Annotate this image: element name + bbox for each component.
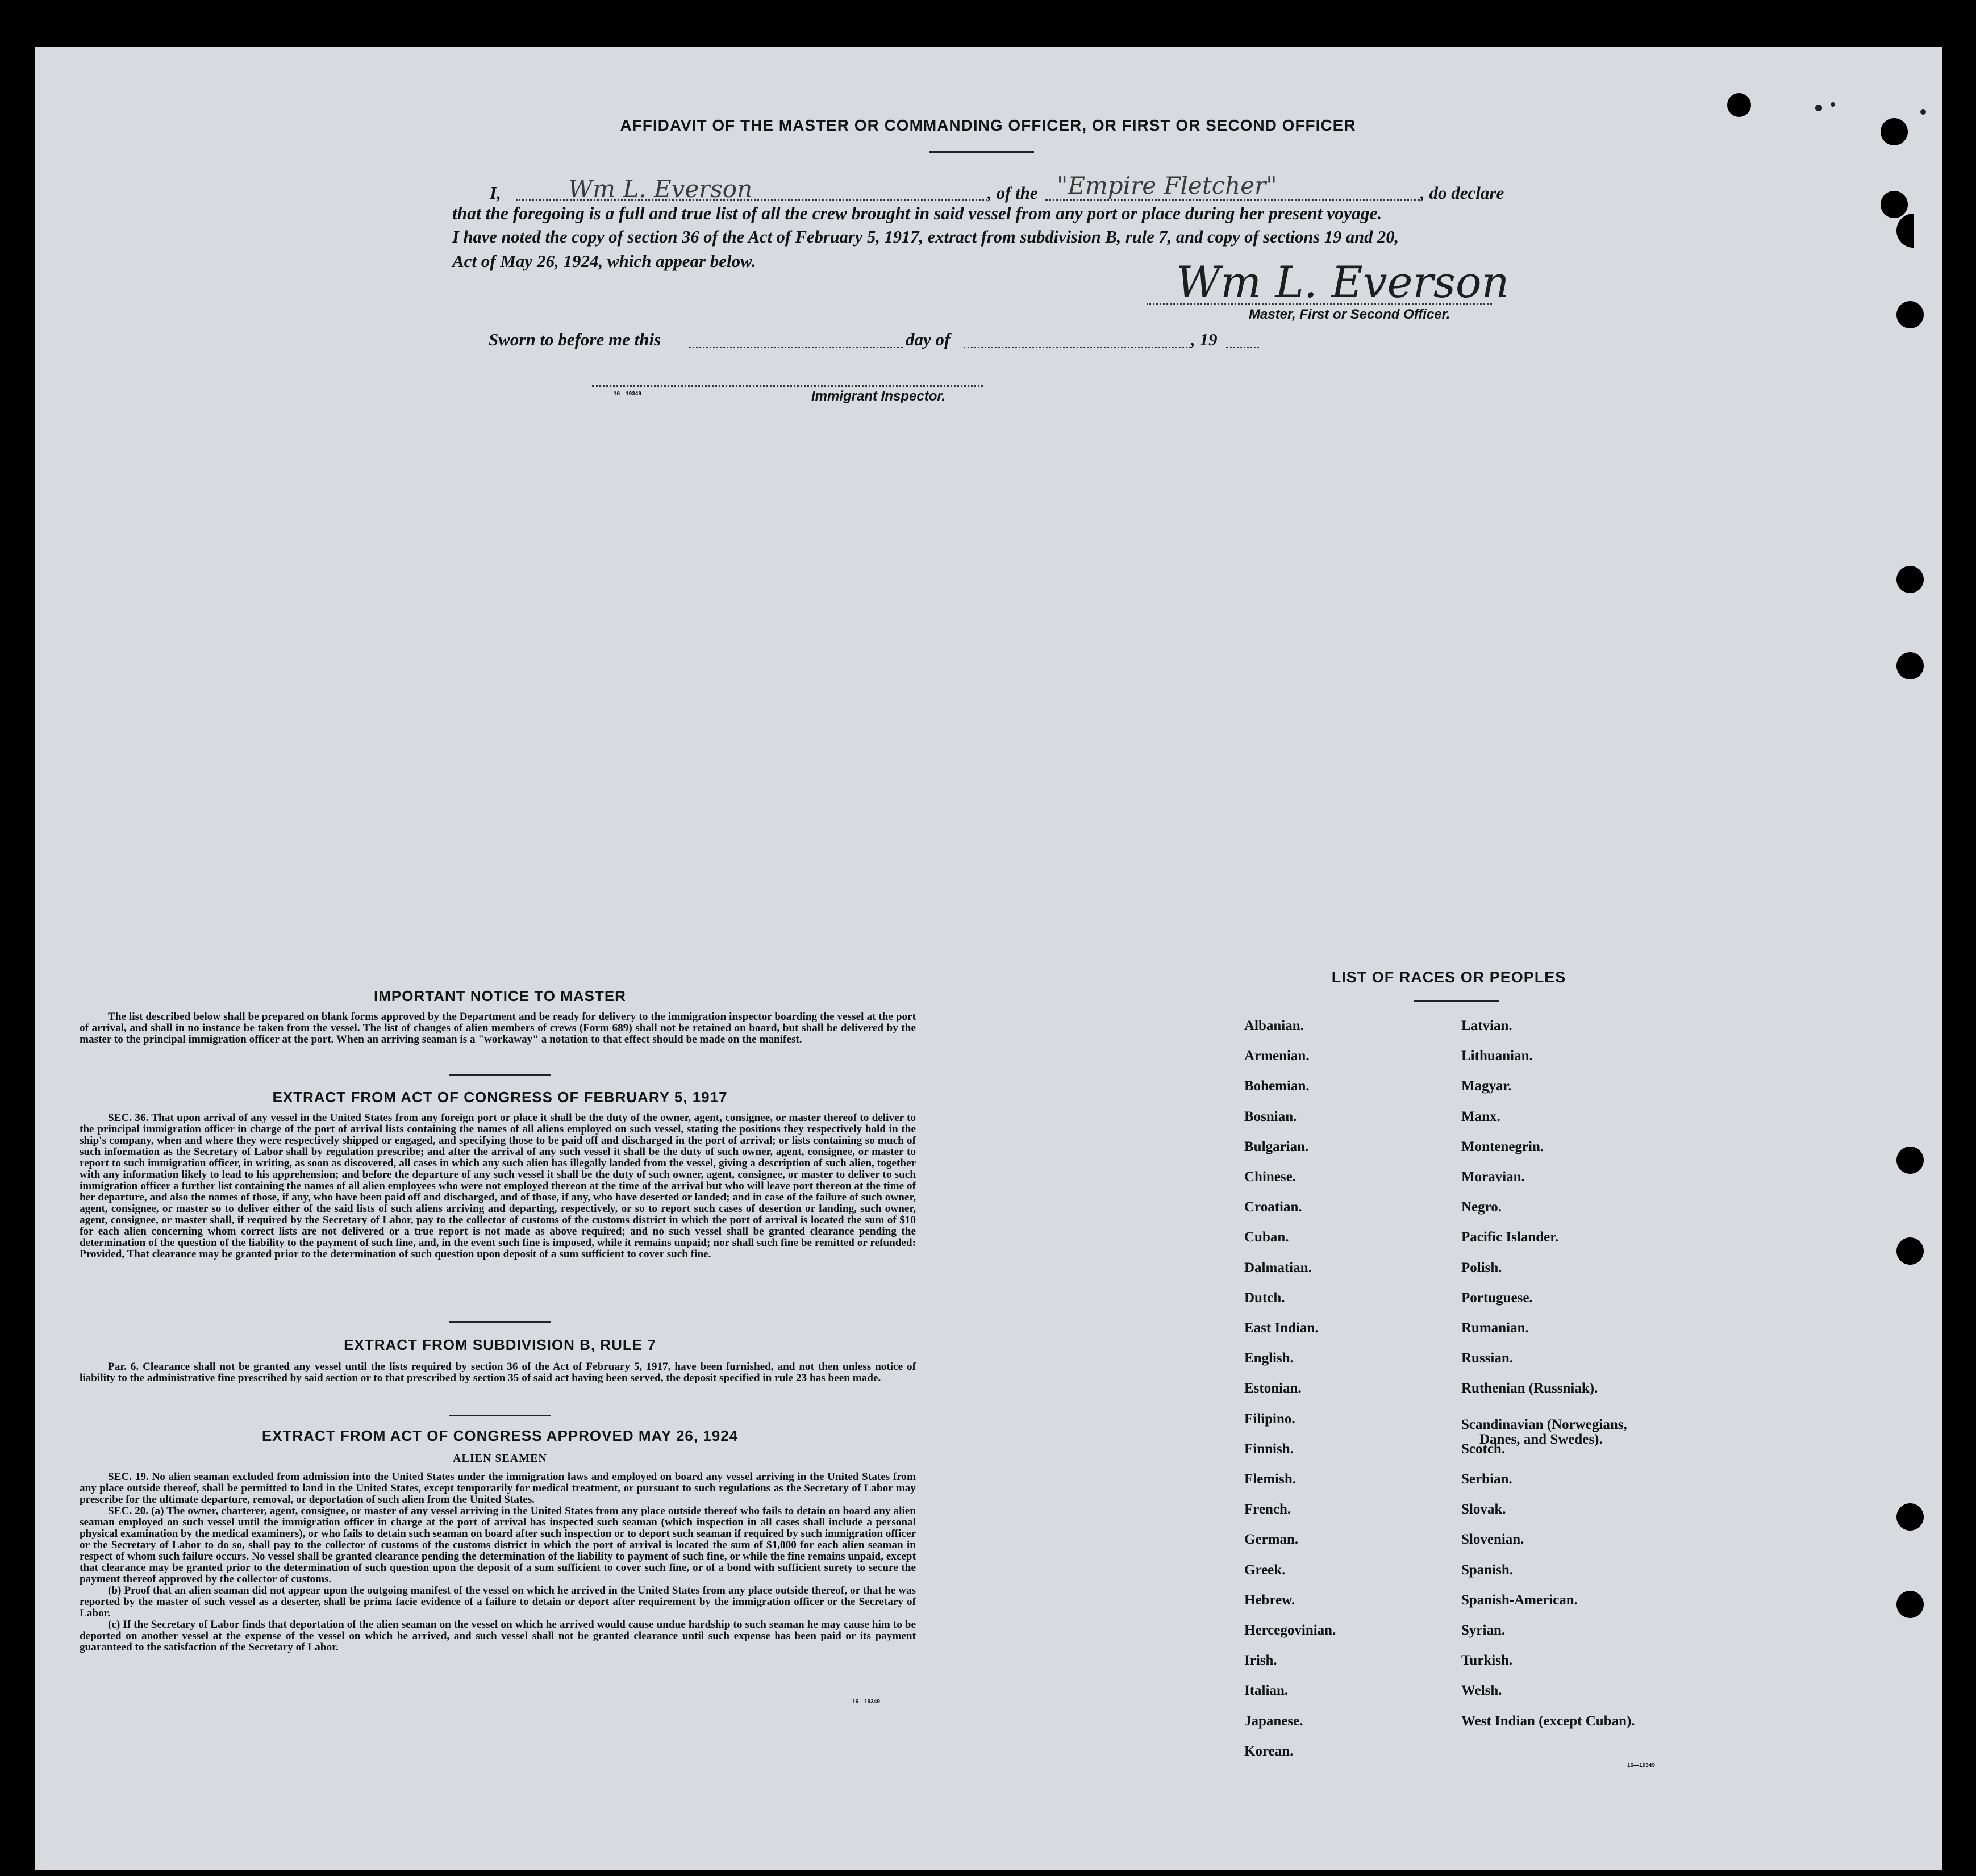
race-item: Finnish. — [1244, 1441, 1294, 1457]
affidavit-line-3: I have noted the copy of section 36 of the Act of February 5, 1917, extract from subdivision B, rule 7, and copy of sections 19 and 20, — [452, 227, 1399, 247]
race-item: Syrian. — [1461, 1623, 1506, 1638]
race-item: Cuban. — [1244, 1229, 1289, 1245]
affidavit-line-2: that the foregoing is a full and true list of all the crew brought in said vessel from any port or place during her present voyage. — [452, 203, 1382, 223]
signature-line — [1147, 303, 1492, 305]
par-6-paragraph: Par. 6. Clearance shall not be granted any vessel until the lists required by section 36 of the Act of February 5, 1917, have been furnished, and not then unless notice of liability to the administrative fine prescribed by said section or to that prescribed by section 35 of said act having been served, the deposit specified in rule 23 has been made. — [80, 1361, 916, 1384]
punch-hole — [1896, 301, 1924, 328]
race-item: Flemish. — [1244, 1471, 1296, 1487]
race-item: Moravian. — [1461, 1169, 1525, 1185]
race-item: Slovenian. — [1461, 1532, 1524, 1547]
form-number: 16—19349 — [614, 391, 641, 397]
sworn-label: Sworn to before me this — [489, 330, 661, 349]
sec-36-paragraph: SEC. 36. That upon arrival of any vessel in the United States from any foreign port or place it shall be the duty of the owner, agent, consignee, or master thereof to deliver to the principal immigration officer in charge of the port of arrival lists containing the names of all aliens employed on such vessel, stating the positions they respectively hold in the ship's company, when and where they were respectively shipped or engaged, and specifying those to be paid off and discharged in the port of arrival; or lists containing so much of such information as the Secretary of Labor shall by regulation prescribe; and after the arrival of any such vessel it shall be the duty of such owner, agent, consignee, or master to report to such immigration officer, in writing, as soon as discovered, all cases in which any such alien has illegally landed from the vessel, giving a description of such alien, together with any information likely to lead to his apprehension; and before the departure of any such vessel it shall be the duty of such owner, agent, consignee, or master to deliver to such immigration officer a further list containing the names of all alien employees who were not employed thereon at the time of the arrival but who will leave port thereon at the time of her departure, and also the names of those, if any, who have been paid off and discharged, and of those, if any, who have deserted or landed; and in case of the failure of such owner, agent, consignee, or master so to deliver either of the said lists of such aliens arriving and departing, respectively, or so to report such cases of desertion or landing, such owner, agent, consignee, or master shall, if required by the Secretary of Labor, pay to the collector of customs of the customs district in which the port of arrival is located the sum of $10 for each alien concerning whom correct lists are not delivered or a true report is not made as above required; and no such vessel shall be granted clearance pending the determination of the question of the liability to the payment of such fine, and, in the event such fine is imposed, while it remains unpaid; nor shall such fine be remitted or refunded: Provided, That clearance may be granted prior to the determination of such question upon deposit of a sum sufficient to cover such fine. — [80, 1112, 916, 1260]
extract-1924-heading: EXTRACT FROM ACT OF CONGRESS APPROVED MAY 26, 1924 — [261, 1427, 739, 1444]
specks — [1815, 105, 1822, 111]
race-item: Portuguese. — [1461, 1290, 1533, 1306]
race-item: Russian. — [1461, 1350, 1514, 1366]
title-rule — [929, 151, 1034, 153]
race-item: Estonian. — [1244, 1381, 1302, 1396]
race-item: Albanian. — [1244, 1018, 1304, 1033]
extract-1924-text — [80, 1471, 916, 1653]
race-item: Pacific Islander. — [1461, 1229, 1559, 1245]
race-item: Spanish. — [1461, 1562, 1514, 1578]
affidavit-title: AFFIDAVIT OF THE MASTER OR COMMANDING OFFICER, OR FIRST OR SECOND OFFICER — [620, 116, 1356, 134]
sec-20b-paragraph: (b) Proof that an alien seaman did not appear upon the outgoing manifest of the vessel on which he arrived in the United States from any place outside thereof, or that he was reported by the master of such vessel as a deserter, shall be prima facie evidence of a failure to detain or deport after requirement by the immigration officer or the Secretary of Labor. — [80, 1585, 916, 1619]
race-item: Slovak. — [1461, 1502, 1506, 1517]
race-item: Hercegovinian. — [1244, 1623, 1336, 1638]
race-item: French. — [1244, 1502, 1291, 1517]
punch-hole — [1896, 1591, 1924, 1618]
race-item: Turkish. — [1461, 1653, 1513, 1668]
sworn-month-line — [964, 347, 1191, 348]
races-title: LIST OF RACES OR PEOPLES — [1331, 969, 1566, 986]
affidavit-line-4: Act of May 26, 1924, which appear below. — [452, 251, 756, 271]
sec-20a-paragraph: SEC. 20. (a) The owner, charterer, agent, consignee, or master of any vessel arriving in the United States from any place outside thereof who fails to detain on board any alien seaman employed on such vessel until the immigration officer in charge at the port of arrival has inspected such seaman (which inspection in all cases shall include a personal physical examination by the medical examiners), or who fails to detain such seaman on board after such inspection or to deport such seaman if required by such immigration officer or the Secretary of Labor to do so, shall pay to the collector of customs of the customs district in which the port of arrival is located the sum of $1,000 for each alien seaman in respect of whom such failure occurs. No vessel shall be granted clearance pending the determination of the liability to payment of such fine, or while the fine remains unpaid, except that clearance may be granted prior to the determination of such question upon the deposit of a sum sufficient to cover such fine, or of a bond with sufficient surety to secure the payment thereof approved by the collector of customs. — [80, 1505, 916, 1585]
race-item: Dutch. — [1244, 1290, 1285, 1306]
race-item: Scotch. — [1461, 1441, 1506, 1457]
inspector-line — [592, 385, 983, 387]
race-item: German. — [1244, 1532, 1299, 1547]
notice-text — [80, 1011, 916, 1045]
races-form-number: 16—19349 — [1627, 1762, 1655, 1769]
race-item: Spanish-American. — [1461, 1592, 1578, 1608]
notice-heading: IMPORTANT NOTICE TO MASTER — [374, 987, 626, 1004]
notice-paragraph: The list described below shall be prepared on blank forms approved by the Department and be ready for delivery to the immigration inspector boarding the vessel at the port of arrival, and shall in no instance be taken from the vessel. The list of changes of alien members of crews (Form 689) shall not be retained on board, but shall be delivered by the master to the principal immigration officer at the port. When an arriving seaman is a "workaway" a notation to that effect should be made on the manifest. — [80, 1011, 916, 1045]
race-item: Filipino. — [1244, 1411, 1295, 1427]
alien-seamen-heading: ALIEN SEAMEN — [453, 1452, 547, 1465]
race-item: Lithuanian. — [1461, 1048, 1533, 1064]
punch-hole — [1896, 1503, 1924, 1531]
race-item: West Indian (except Cuban). — [1461, 1714, 1635, 1729]
specks — [1920, 109, 1926, 115]
race-item: Korean. — [1244, 1744, 1294, 1759]
extract-1917-heading: EXTRACT FROM ACT OF CONGRESS OF FEBRUARY 5, 1917 — [272, 1089, 728, 1106]
inspector-label: Immigrant Inspector. — [811, 389, 946, 404]
notice-rule — [449, 1074, 551, 1076]
master-signature: Wm L. Everson — [1176, 257, 1510, 307]
race-item: Scandinavian (Norwegians, — [1461, 1417, 1627, 1432]
sworn-year-line — [1226, 347, 1259, 348]
race-item: Welsh. — [1461, 1683, 1502, 1698]
punch-hole — [1896, 566, 1924, 593]
punch-hole — [1881, 191, 1908, 218]
race-item: Serbian. — [1461, 1471, 1512, 1487]
declare-label: , do declare — [1420, 183, 1504, 203]
year-label: , 19 — [1191, 330, 1218, 349]
race-item: Italian. — [1244, 1683, 1289, 1698]
extract-1917-rule — [449, 1321, 551, 1323]
race-item: Polish. — [1461, 1260, 1502, 1275]
race-item: Chinese. — [1244, 1169, 1296, 1185]
day-of-label: day of — [906, 330, 951, 349]
signature-label: Master, First or Second Officer. — [1249, 307, 1450, 322]
race-item: Bohemian. — [1244, 1078, 1310, 1094]
race-item: Magyar. — [1461, 1078, 1512, 1094]
rule-7-heading: EXTRACT FROM SUBDIVISION B, RULE 7 — [344, 1336, 656, 1353]
race-item: Ruthenian (Russniak). — [1461, 1381, 1598, 1396]
race-item: Rumanian. — [1461, 1320, 1529, 1336]
race-item: Negro. — [1461, 1199, 1502, 1215]
punch-hole — [1896, 1147, 1924, 1174]
race-item: English. — [1244, 1350, 1294, 1366]
race-item: Bosnian. — [1244, 1109, 1297, 1124]
of-the-label: , of the — [987, 183, 1038, 203]
extract-form-number: 16—19349 — [852, 1699, 880, 1705]
race-item: Greek. — [1244, 1562, 1286, 1578]
vessel-name: "Empire Fletcher" — [1057, 172, 1277, 199]
i-label: I, — [490, 183, 501, 203]
race-item: Latvian. — [1461, 1018, 1512, 1033]
sec-19-paragraph: SEC. 19. No alien seaman excluded from admission into the United States under the immigration laws and employed on board any vessel arriving in the United States from any place outside thereof, shall be permitted to land in the United States, except temporarily for medical treatment, or pursuant to such regulations as the Secretary of Labor may prescribe for the ultimate departure, removal, or deportation of such alien from the United States. — [80, 1471, 916, 1506]
sec-20c-paragraph: (c) If the Secretary of Labor finds that deportation of the alien seaman on the vessel on which he arrived would cause undue hardship to such seaman he may cause him to be deported on another vessel at the expense of the vessel on which he arrived, and such vessel shall not be granted clearance until such expense has been paid or its payment guaranteed to the satisfaction of the Secretary of Labor. — [80, 1619, 916, 1653]
race-item: East Indian. — [1244, 1320, 1319, 1336]
races-title-rule — [1414, 1000, 1499, 1002]
extract-1917-text — [80, 1112, 916, 1260]
race-item: Croatian. — [1244, 1199, 1302, 1215]
race-item: Japanese. — [1244, 1714, 1303, 1729]
punch-hole — [1896, 652, 1924, 679]
rule-7-rule — [449, 1415, 551, 1416]
race-item: Armenian. — [1244, 1048, 1310, 1064]
race-item: Hebrew. — [1244, 1592, 1295, 1608]
race-item: Dalmatian. — [1244, 1260, 1312, 1275]
rule-7-text — [80, 1361, 916, 1384]
sworn-day-line — [689, 347, 903, 348]
punch-hole — [1727, 93, 1751, 117]
race-item: Bulgarian. — [1244, 1139, 1309, 1154]
specks — [1831, 102, 1835, 107]
race-item: Manx. — [1461, 1109, 1500, 1124]
race-item: Danes, and Swedes). — [1479, 1432, 1603, 1447]
punch-hole — [1896, 1237, 1924, 1265]
race-item: Montenegrin. — [1461, 1139, 1544, 1154]
race-item: Irish. — [1244, 1653, 1277, 1668]
master-name: Wm L. Everson — [568, 175, 753, 203]
